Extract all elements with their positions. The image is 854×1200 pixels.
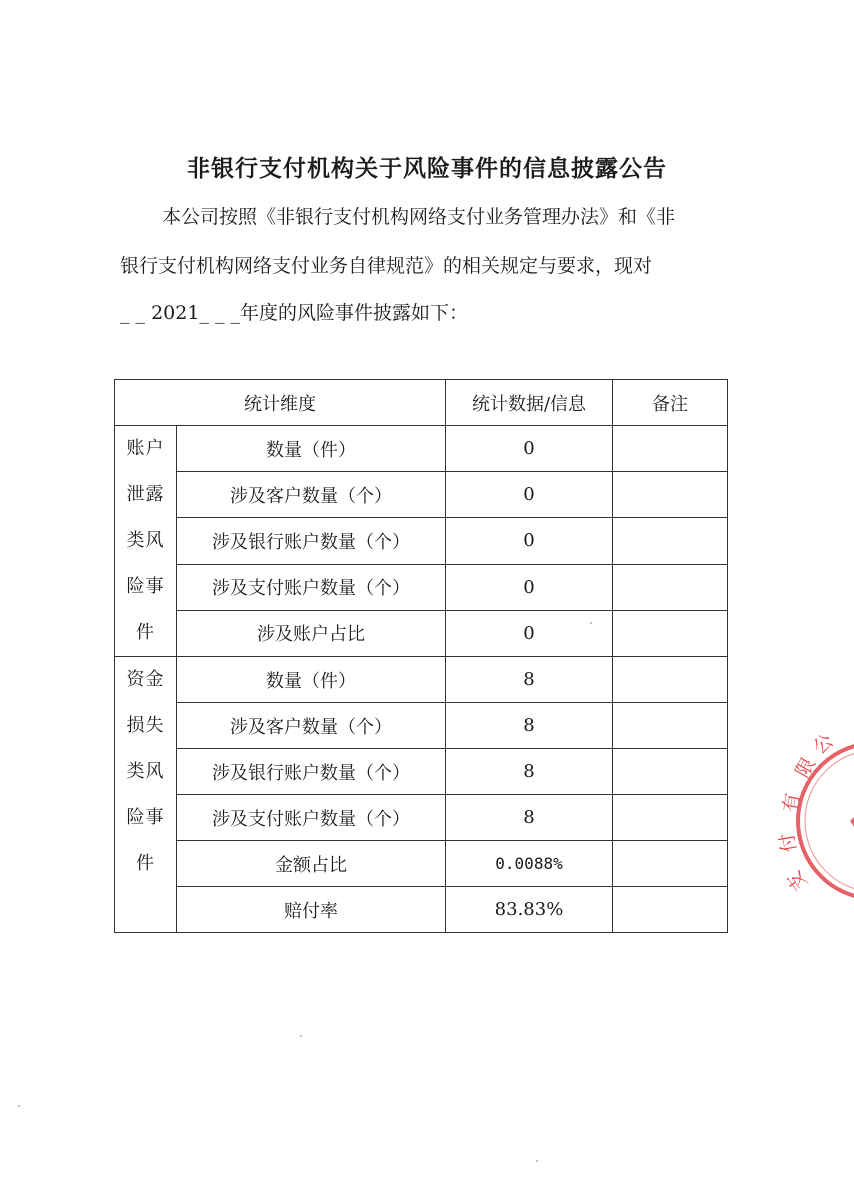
row-item: 金额占比 bbox=[177, 841, 446, 887]
row-value: 0 bbox=[446, 610, 613, 656]
group-label-line: 类风 bbox=[126, 761, 165, 782]
intro-line-1: 本公司按照《非银行支付机构网络支付业务管理办法》和《非 bbox=[162, 206, 676, 228]
table-row bbox=[115, 610, 728, 656]
row-note bbox=[613, 518, 728, 564]
table-row bbox=[115, 795, 728, 841]
scan-speck bbox=[536, 1160, 538, 1162]
row-value: 0.0088% bbox=[446, 841, 613, 887]
row-item: 涉及客户数量（个） bbox=[177, 703, 446, 749]
row-item: 赔付率 bbox=[177, 887, 446, 933]
table-row bbox=[115, 518, 728, 564]
row-item: 涉及银行账户数量（个） bbox=[177, 749, 446, 795]
row-value: 83.83% bbox=[446, 887, 613, 933]
header-note: 备注 bbox=[613, 380, 728, 426]
row-value: 8 bbox=[446, 657, 613, 703]
seal-icon bbox=[775, 729, 854, 910]
row-note bbox=[613, 564, 728, 610]
group-label-line: 类风 bbox=[126, 530, 165, 551]
group-label-line: 账户 bbox=[126, 438, 165, 459]
group-label-line: 险事 bbox=[126, 807, 165, 828]
group-label-line: 件 bbox=[136, 853, 155, 874]
page-title: 非银行支付机构关于风险事件的信息披露公告 bbox=[187, 156, 667, 182]
row-value: 8 bbox=[446, 749, 613, 795]
row-item: 涉及银行账户数量（个） bbox=[177, 518, 446, 564]
row-value: 0 bbox=[446, 426, 613, 472]
row-value: 0 bbox=[446, 472, 613, 518]
group-label-fund-loss bbox=[115, 657, 177, 933]
group-label-line: 件 bbox=[136, 622, 155, 643]
row-note bbox=[613, 841, 728, 887]
row-item: 数量（件） bbox=[177, 426, 446, 472]
table-row bbox=[115, 703, 728, 749]
table-row bbox=[115, 472, 728, 518]
table-row bbox=[115, 841, 728, 887]
header-dimension: 统计维度 bbox=[115, 380, 446, 426]
seal-text-char: 公 bbox=[809, 729, 838, 759]
row-item: 涉及支付账户数量（个） bbox=[177, 564, 446, 610]
row-value: 8 bbox=[446, 703, 613, 749]
seal-text-char: 付 bbox=[775, 831, 801, 854]
table-row bbox=[115, 887, 728, 933]
scan-speck bbox=[18, 1105, 20, 1107]
group-label-line: 险事 bbox=[126, 576, 165, 597]
table-row bbox=[115, 657, 728, 703]
row-note bbox=[613, 887, 728, 933]
scan-speck bbox=[590, 622, 592, 624]
row-note bbox=[613, 610, 728, 656]
seal-text-char: 限 bbox=[791, 754, 820, 782]
row-note bbox=[613, 795, 728, 841]
scan-speck bbox=[300, 1035, 302, 1037]
row-value: 0 bbox=[446, 518, 613, 564]
company-seal bbox=[775, 729, 854, 910]
row-item: 涉及支付账户数量（个） bbox=[177, 795, 446, 841]
table-row bbox=[115, 564, 728, 610]
row-value: 0 bbox=[446, 564, 613, 610]
table-row bbox=[115, 426, 728, 472]
group-label-account-leak bbox=[115, 426, 177, 657]
group-label-line: 泄露 bbox=[126, 484, 165, 505]
seal-text-char: 有 bbox=[779, 791, 805, 814]
intro-line-3: _ _ 2021_ _ _年度的风险事件披露如下： bbox=[120, 302, 469, 324]
row-note bbox=[613, 703, 728, 749]
row-item: 涉及账户占比 bbox=[177, 610, 446, 656]
row-note bbox=[613, 749, 728, 795]
table-header-row bbox=[115, 380, 728, 426]
table-row bbox=[115, 749, 728, 795]
intro-line-2: 银行支付机构网络支付业务自律规范》的相关规定与要求，现对 bbox=[120, 255, 653, 277]
row-note bbox=[613, 472, 728, 518]
row-value: 8 bbox=[446, 795, 613, 841]
row-item: 涉及客户数量（个） bbox=[177, 472, 446, 518]
row-item: 数量（件） bbox=[177, 657, 446, 703]
group-label-line: 损失 bbox=[126, 715, 165, 736]
header-data: 统计数据/信息 bbox=[446, 380, 613, 426]
row-note bbox=[613, 426, 728, 472]
risk-event-table bbox=[114, 379, 728, 933]
seal-text-char: 支 bbox=[783, 866, 813, 895]
group-label-line: 资金 bbox=[126, 669, 165, 690]
row-note bbox=[613, 657, 728, 703]
